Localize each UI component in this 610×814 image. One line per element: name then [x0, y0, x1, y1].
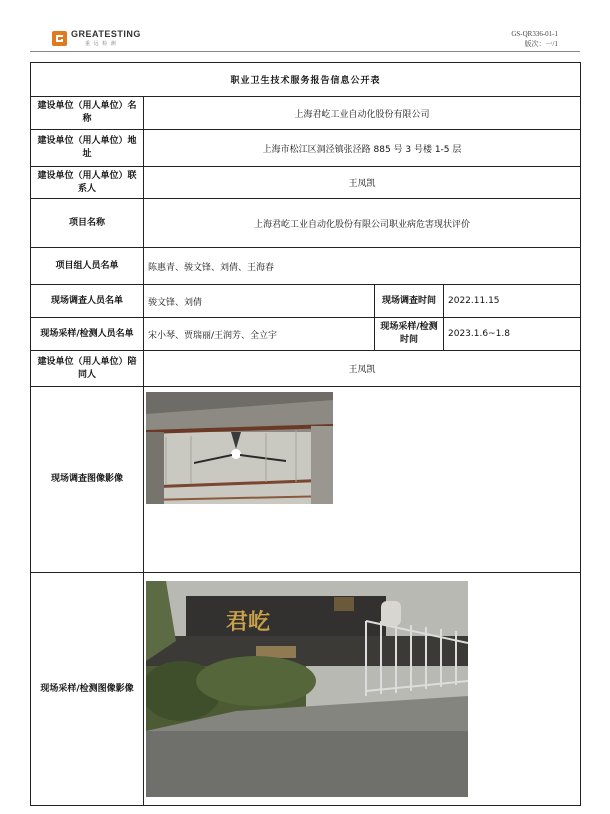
team-members-value: 陈惠青、骏文锋、刘倩、王海春 — [144, 248, 581, 285]
row-survey-staff — [31, 285, 581, 318]
greatesting-logo-icon — [52, 31, 67, 46]
sampling-photo-label: 现场采样/检测图像影像 — [31, 573, 144, 806]
unit-address-value: 上海市松江区洞泾镇张泾路 885 号 3 号楼 1-5 层 — [144, 130, 581, 167]
sign-logo-text: 君屹 — [226, 610, 271, 635]
survey-time-label: 现场调查时间 — [375, 285, 444, 318]
sampling-time-label: 现场采样/检测时间 — [375, 318, 444, 351]
document-number-block — [511, 29, 558, 49]
team-members-label: 项目组人员名单 — [31, 248, 144, 285]
company-logo — [52, 29, 162, 49]
row-escort — [31, 351, 581, 387]
row-sampling-staff — [31, 318, 581, 351]
survey-staff-label: 现场调查人员名单 — [31, 285, 144, 318]
row-survey-photo — [31, 387, 581, 573]
sampling-time-value: 2023.1.6~1.8 — [444, 318, 581, 351]
unit-name-label: 建设单位（用人单位）名称 — [31, 97, 144, 130]
row-unit-name — [31, 97, 581, 130]
sampling-staff-label: 现场采样/检测人员名单 — [31, 318, 144, 351]
disclosure-table — [30, 62, 581, 806]
survey-site-photo — [146, 392, 333, 504]
row-team-members — [31, 248, 581, 285]
unit-contact-value: 王凤凯 — [144, 167, 581, 199]
brand-subtitle: 重 远 检 测 — [85, 41, 117, 47]
row-unit-contact — [31, 167, 581, 199]
survey-photo-label: 现场调查图像影像 — [31, 387, 144, 573]
unit-name-value: 上海君屹工业自动化股份有限公司 — [144, 97, 581, 130]
sampling-site-photo — [146, 581, 468, 797]
row-project-name — [31, 199, 581, 248]
version-label: 版次：一/1 — [524, 40, 558, 48]
project-name-value: 上海君屹工业自动化股份有限公司职业病危害现状评价 — [144, 199, 581, 248]
survey-staff-value: 骏文锋、刘倩 — [144, 285, 375, 318]
unit-contact-label: 建设单位（用人单位）联系人 — [31, 167, 144, 199]
title-row — [31, 63, 581, 97]
unit-address-label: 建设单位（用人单位）地址 — [31, 130, 144, 167]
sampling-staff-value: 宋小琴、贾瑞丽/王润芳、全立宇 — [144, 318, 375, 351]
row-unit-address — [31, 130, 581, 167]
escort-value: 王凤凯 — [144, 351, 581, 387]
survey-time-value: 2022.11.15 — [444, 285, 581, 318]
escort-label: 建设单位（用人单位）陪同人 — [31, 351, 144, 387]
document-number: GS-QR336-01-1 — [511, 30, 558, 38]
form-title: 职业卫生技术服务报告信息公开表 — [31, 63, 581, 97]
brand-name: GREATESTING — [71, 29, 141, 39]
row-sampling-photo — [31, 573, 581, 806]
project-name-label: 项目名称 — [31, 199, 144, 248]
header-divider — [30, 51, 580, 52]
